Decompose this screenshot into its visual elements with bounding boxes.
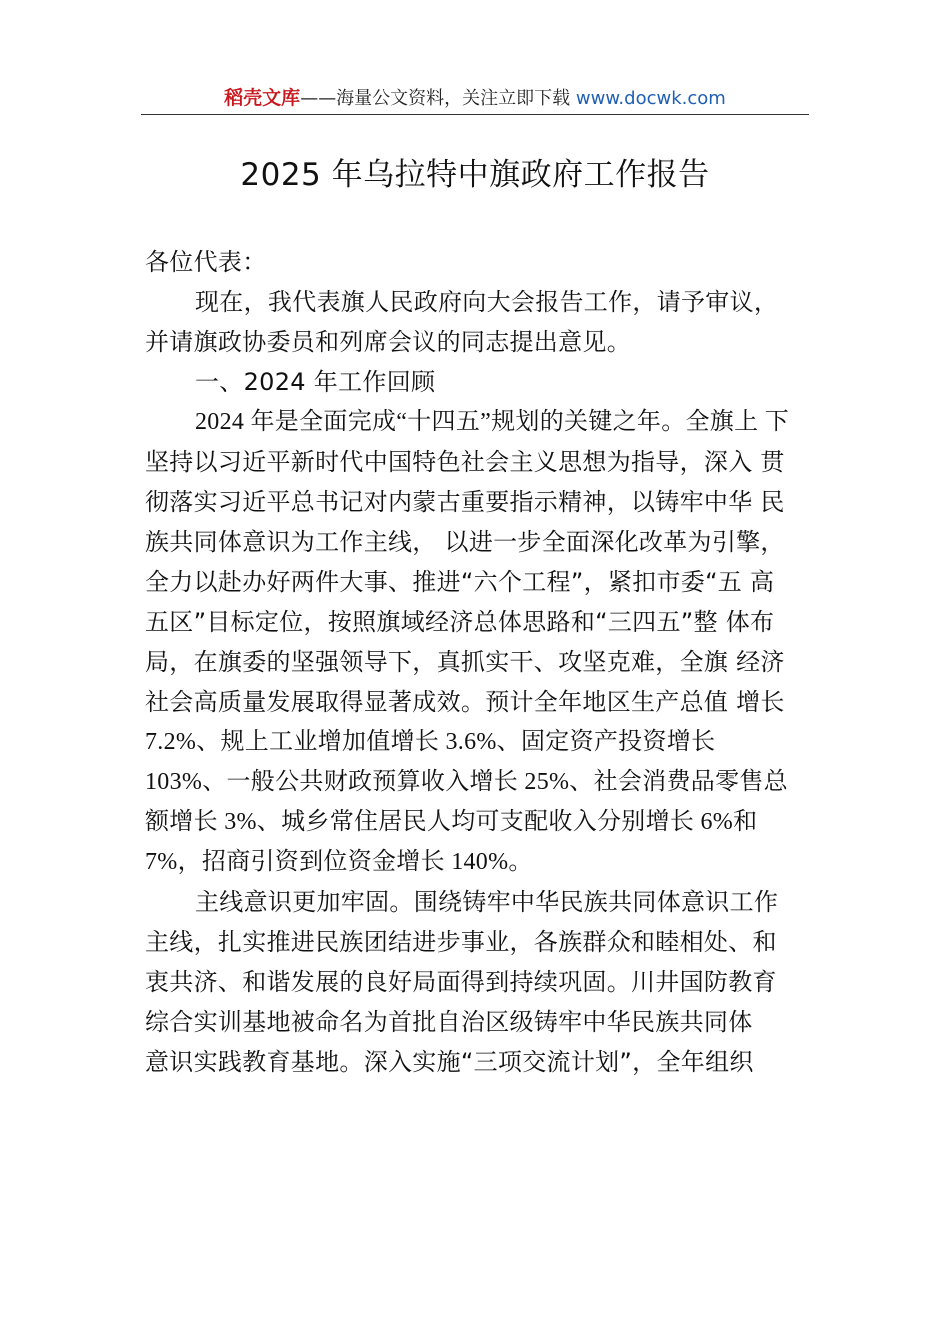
paragraph-line: 坚持以习近平新时代中国特色社会主义思想为指导，深入 贯 — [145, 448, 785, 476]
salutation: 各位代表： — [145, 248, 267, 276]
document-body — [145, 242, 815, 1082]
paragraph-line: 7%，招商引资到位资金增长 140%。 — [145, 849, 533, 875]
paragraph-line: 7.2%、规上工业增加值增长 3.6%、固定资产投资增长 — [145, 729, 716, 755]
paragraph-line: 五区”目标定位，按照旗域经济总体思路和“三四五”整 体布 — [145, 608, 775, 636]
site-link[interactable]: www.docwk.com — [575, 88, 726, 109]
header-tagline: ——海量公文资料，关注立即下载 — [300, 88, 571, 109]
paragraph-line: 主线意识更加牢固。围绕铸牢中华民族共同体意识工作 — [195, 888, 779, 916]
paragraph-line: 综合实训基地被命名为首批自治区级铸牢中华民族共同体 — [145, 1008, 753, 1036]
intro-line: 现在，我代表旗人民政府向大会报告工作，请予审议， — [195, 288, 779, 316]
paragraph-line: 局，在旗委的坚强领导下，真抓实干、攻坚克难，全旗 经济 — [145, 648, 785, 676]
paragraph-line: 全力以赴办好两件大事、推进“六个工程”，紧扣市委“五 高 — [145, 568, 775, 596]
document-title: 2025 年乌拉特中旗政府工作报告 — [240, 157, 710, 193]
paragraph-line: 彻落实习近平总书记对内蒙古重要指示精神，以铸牢中华 民 — [145, 488, 785, 516]
paragraph-line: 意识实践教育基地。深入实施“三项交流计划”，全年组织 — [145, 1048, 754, 1076]
paragraph-line: 社会高质量发展取得显著成效。预计全年地区生产总值 增长 — [145, 688, 785, 716]
document-header — [141, 84, 809, 112]
paragraph-line: 额增长 3%、城乡常住居民人均可支配收入分别增长 6%和 — [145, 809, 758, 835]
paragraph-line: 103%、一般公共财政预算收入增长 25%、社会消费品零售总 — [145, 769, 788, 795]
paragraph-line: 主线，扎实推进民族团结进步事业，各族群众和睦相处、和 — [145, 928, 777, 956]
section-heading: 一、2024 年工作回顾 — [195, 368, 436, 396]
paragraph-line: 2024 年是全面完成“十四五”规划的关键之年。全旗上 下 — [195, 409, 790, 435]
paragraph-line: 衷共济、和谐发展的良好局面得到持续巩固。川井国防教育 — [145, 968, 777, 996]
header-divider — [141, 114, 809, 115]
brand-name: 稻壳文库 — [224, 87, 301, 109]
intro-line: 并请旗政协委员和列席会议的同志提出意见。 — [145, 328, 631, 356]
paragraph-line: 族共同体意识为工作主线， 以进一步全面深化改革为引擎， — [145, 528, 785, 556]
